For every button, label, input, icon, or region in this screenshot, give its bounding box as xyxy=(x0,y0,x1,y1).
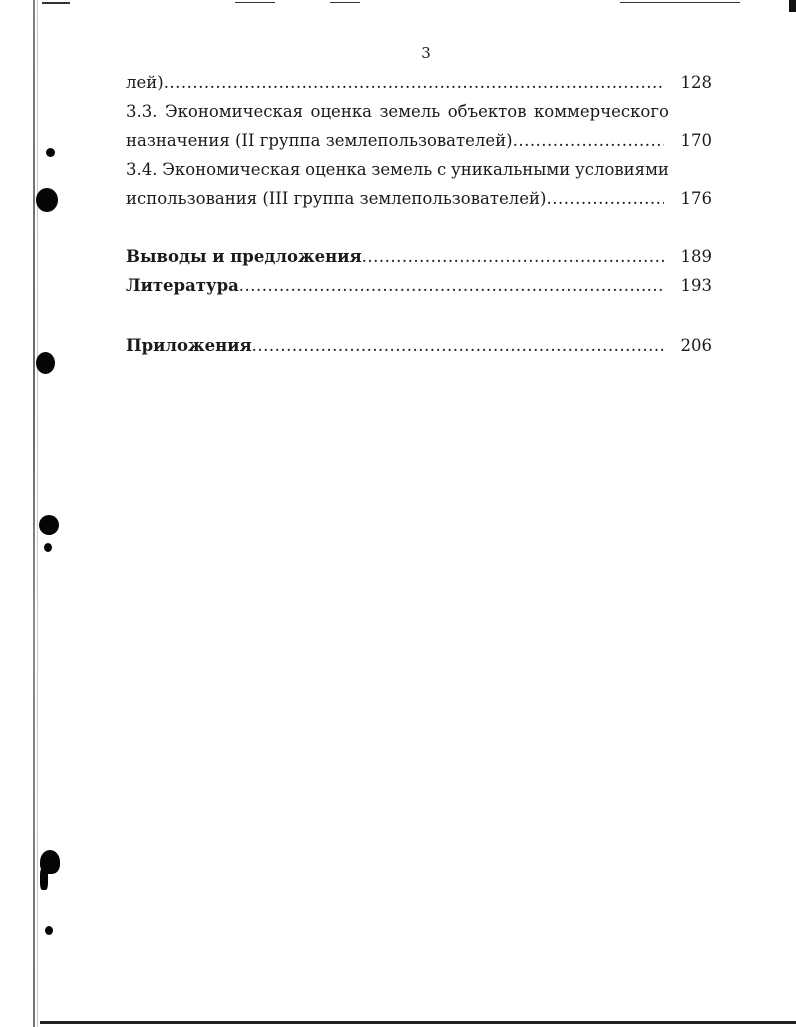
toc-page-number: 128 xyxy=(680,73,712,92)
toc-word: объектов xyxy=(447,102,527,121)
toc-word: 3.3. xyxy=(126,102,158,121)
dot-leader xyxy=(239,271,664,300)
punch-hole-mark xyxy=(45,926,53,935)
scan-left-edge xyxy=(33,0,35,1027)
toc-page-number: 193 xyxy=(680,276,712,295)
scan-corner-mark xyxy=(789,0,796,12)
toc-entry-line xyxy=(126,126,712,155)
page-number: 3 xyxy=(421,44,431,62)
toc-word: земель xyxy=(379,102,441,121)
toc-entry-conclusions xyxy=(126,242,712,271)
toc-entry-line xyxy=(126,184,712,213)
punch-hole xyxy=(36,352,55,374)
dot-leader xyxy=(252,331,664,360)
toc-entry-continued xyxy=(126,68,712,97)
toc-page-number: 189 xyxy=(680,247,712,266)
scan-top-stroke xyxy=(42,2,70,4)
toc-entry-literature xyxy=(126,271,712,300)
toc-word: условиями xyxy=(575,160,669,179)
toc-entry-3-4 xyxy=(126,155,712,213)
punch-hole-smear xyxy=(40,868,48,890)
toc-entry-text: Литература xyxy=(126,276,239,295)
toc-word: Экономическая xyxy=(164,102,304,121)
scan-top-stroke xyxy=(330,2,360,3)
punch-hole xyxy=(36,188,58,212)
scan-top-stroke xyxy=(620,2,740,3)
toc-page-number: 176 xyxy=(680,189,712,208)
punch-hole-mark xyxy=(46,148,55,157)
toc-word: земель xyxy=(371,160,433,179)
toc-entry-text: использования (III группа землепользователей) xyxy=(126,189,547,208)
toc-entry-text: лей) xyxy=(126,73,164,92)
table-of-contents xyxy=(126,68,712,360)
dot-leader xyxy=(164,68,664,97)
toc-entry-line xyxy=(126,97,669,126)
scan-top-stroke xyxy=(235,2,275,3)
toc-word: Экономическая xyxy=(162,160,301,179)
toc-word: уникальными xyxy=(450,160,571,179)
punch-hole-mark xyxy=(44,543,52,552)
toc-entry-line xyxy=(126,155,669,184)
toc-page-number: 170 xyxy=(680,131,712,150)
toc-word: оценка xyxy=(305,160,367,179)
toc-word: 3.4. xyxy=(126,160,158,179)
toc-entry-text: Выводы и предложения xyxy=(126,247,362,266)
toc-word: оценка xyxy=(310,102,372,121)
toc-word: с xyxy=(436,160,447,179)
scan-left-edge-line xyxy=(37,0,38,1027)
punch-hole xyxy=(39,515,59,535)
toc-page-number: 206 xyxy=(680,336,712,355)
dot-leader xyxy=(513,126,664,155)
toc-word: коммерческого xyxy=(533,102,669,121)
toc-entry-appendices xyxy=(126,331,712,360)
toc-entry-text: назначения (II группа землепользователей) xyxy=(126,131,513,150)
dot-leader xyxy=(546,184,664,213)
dot-leader xyxy=(362,242,664,271)
toc-entry-3-3 xyxy=(126,97,712,155)
toc-entry-text: Приложения xyxy=(126,336,252,355)
scan-bottom-edge xyxy=(40,1021,796,1024)
